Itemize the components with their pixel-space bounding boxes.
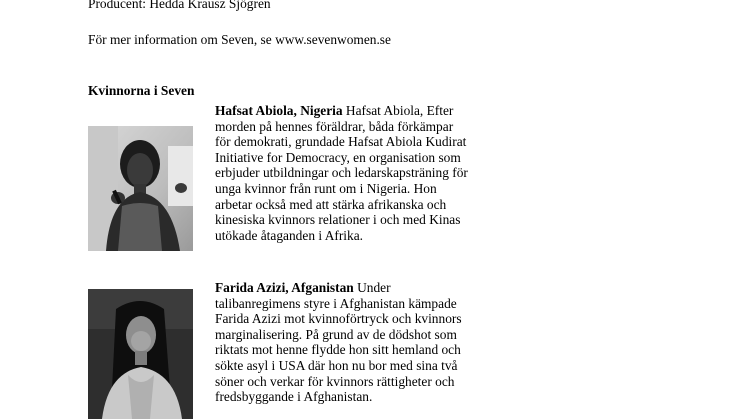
hafsat-abiola-bio [215, 103, 515, 243]
bio-line: utökade åtaganden i Afrika. [215, 227, 363, 243]
bio-line: fredsbyggande i Afghanistan. [215, 389, 373, 405]
bio-line: kinesiska kvinnors relationer i och med Kinas [215, 212, 461, 228]
bio-line: riktats mot henne flydde hon sitt hemland och [215, 342, 461, 358]
bio-line: morden på hennes föräldrar, båda förkämpar [215, 118, 454, 134]
farida-azizi-photo [88, 289, 193, 419]
bio-line: arbetar också med att stärka afrikanska och [215, 196, 447, 212]
portrait-photo-icon [88, 126, 193, 251]
bio-line: sökte asyl i USA där hon nu bor med sina två [215, 357, 458, 373]
info-line: För mer information om Seven, se www.sevenwomen.se [88, 32, 391, 47]
bio-line: söner och verkar för kvinnors rättigheter och [215, 373, 455, 389]
bio-line: Initiative for Democracy, en organisation som [215, 149, 461, 165]
bio-line: marginalisering. På grund av de dödshot som [215, 326, 457, 342]
hafsat-abiola-name: Hafsat Abiola, Nigeria [215, 103, 343, 118]
bio-line: Hafsat Abiola, Efter [342, 103, 454, 118]
bio-line: talibanregimens styre i Afghanistan kämpade [215, 295, 457, 311]
farida-azizi-name: Farida Azizi, Afganistan [215, 280, 354, 295]
producer-line: Producent: Hedda Krausz Sjögren [88, 0, 271, 11]
section-heading: Kvinnorna i Seven [88, 83, 195, 98]
bio-line: Under [353, 280, 391, 295]
farida-azizi-bio [215, 280, 515, 405]
bio-line: erbjuder utbildningar och ledarskapsträning för [215, 165, 468, 181]
portrait-photo-icon [88, 289, 193, 419]
hafsat-abiola-photo [88, 126, 193, 251]
bio-line: Farida Azizi mot kvinnoförtryck och kvinnors [215, 311, 462, 327]
bio-line: för demokrati, grundade Hafsat Abiola Kudirat [215, 134, 467, 150]
bio-line: unga kvinnor från runt om i Nigeria. Hon [215, 180, 437, 196]
